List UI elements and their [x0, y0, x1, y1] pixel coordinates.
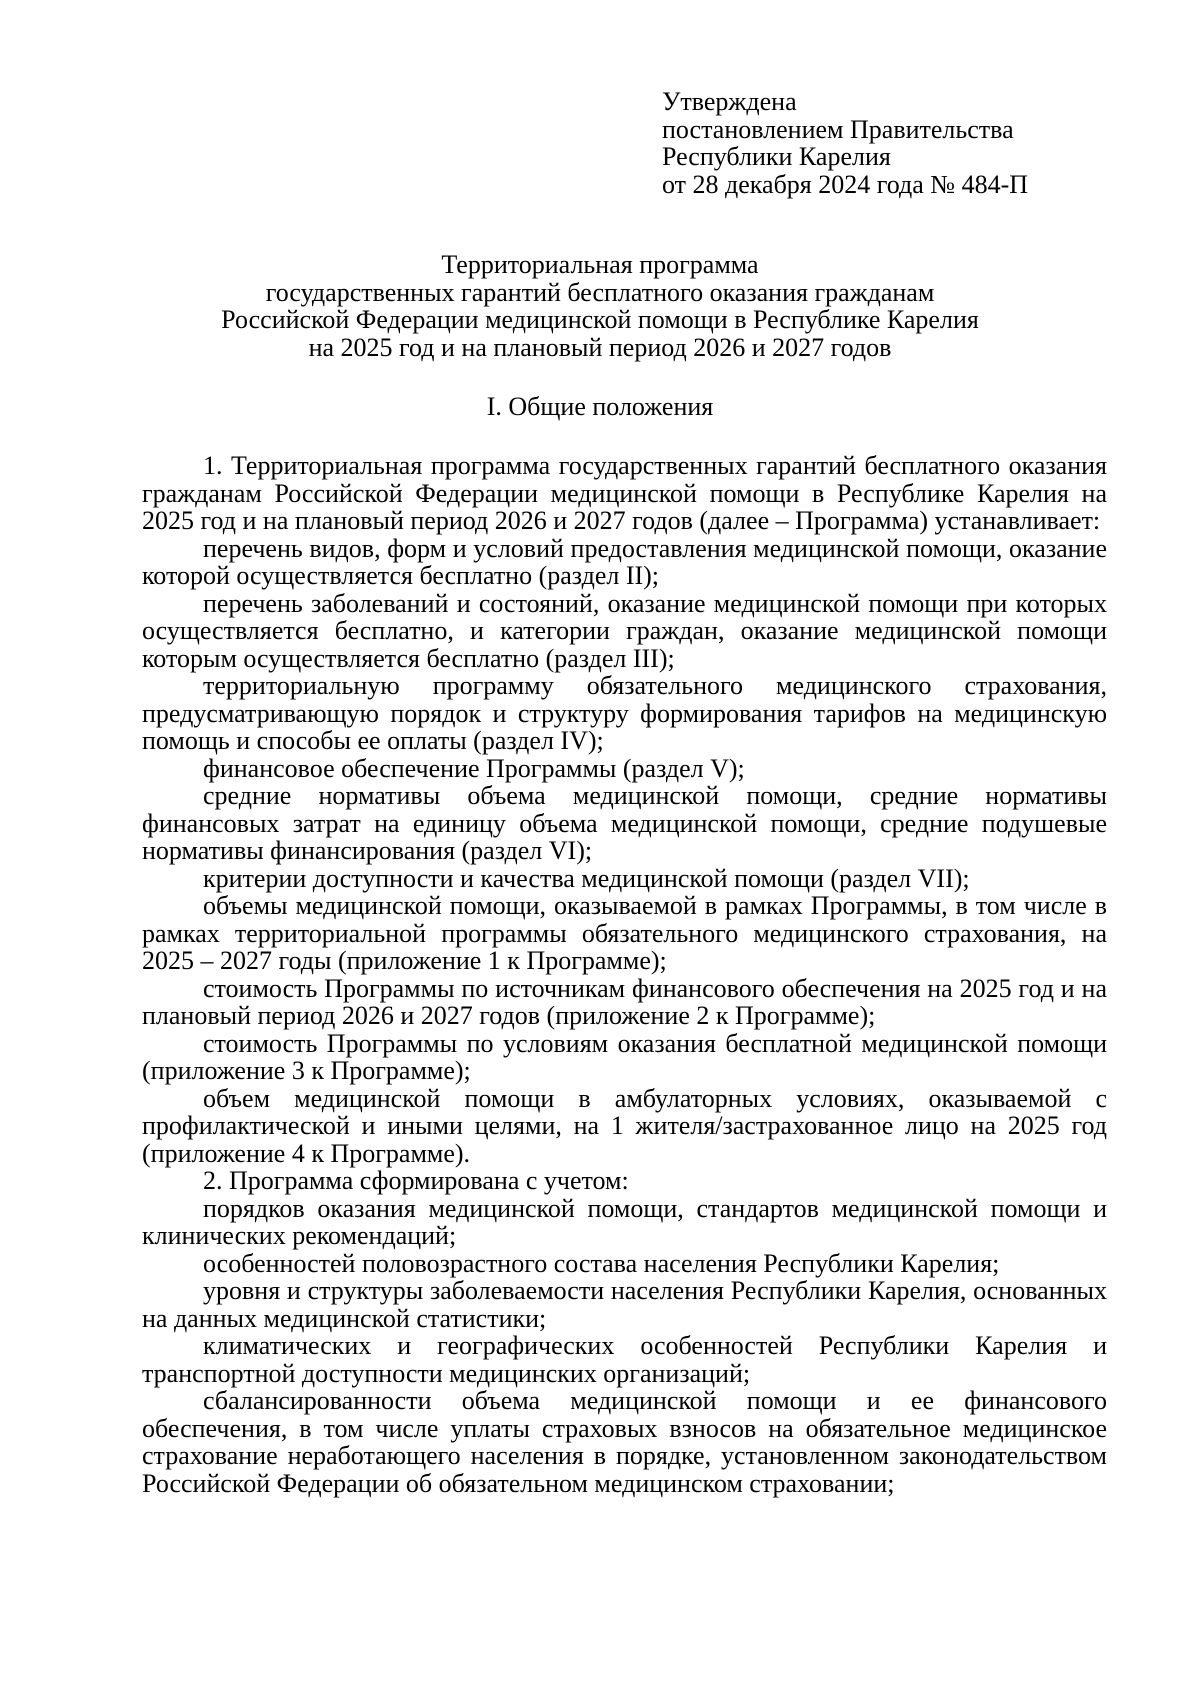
paragraph: климатических и географических особенностей Республики Карелия и транспортной доступности медицинских организаций; [142, 1331, 1107, 1388]
paragraph: уровня и структуры заболеваемости населения Республики Карелия, основанных на данных медицинской статистики; [142, 1276, 1107, 1333]
title-line: государственных гарантий бесплатного оказания гражданам [265, 277, 935, 307]
paragraph: территориальную программу обязательного медицинского страхования, предусматривающую порядок и структуру формирования тарифов на медицинскую помощь и способы ее оплаты (раздел IV); [142, 671, 1107, 755]
paragraph: стоимость Программы по источникам финансового обеспечения на 2025 год и на плановый период 2026 и 2027 годов (приложение 2 к Программе); [142, 973, 1107, 1030]
approval-line: Утверждена [662, 87, 797, 116]
approval-line: постановлением Правительства [662, 114, 1014, 144]
paragraph: особенностей половозрастного состава населения Республики Карелия; [203, 1248, 1000, 1278]
paragraph: средние нормативы объема медицинской помощи, средние нормативы финансовых затрат на единицу объема медицинской помощи, средние подушевые нормативы финансирования (раздел VI); [142, 781, 1107, 865]
title-line: Российской Федерации медицинской помощи в Республике Карелия [221, 305, 979, 334]
paragraph: 2. Программа сформирована с учетом: [203, 1166, 629, 1195]
paragraph: объем медицинской помощи в амбулаторных условиях, оказываемой с профилактической и иными целями, на 1 жителя/застрахованное лицо на 2025 год (приложение 4 к Программе). [142, 1083, 1107, 1168]
section-heading: I. Общие положения [486, 392, 714, 421]
document-body [142, 452, 1107, 1497]
title-line: Территориальная программа [441, 250, 759, 279]
paragraph: критерии доступности и качества медицинской помощи (раздел VII); [203, 863, 970, 893]
approval-block [662, 88, 1028, 198]
approval-line: от 28 декабря 2024 года № 484-П [662, 169, 1029, 199]
title-line: на 2025 год и на плановый период 2026 и 2027 годов [308, 332, 892, 362]
paragraph: порядков оказания медицинской помощи, стандартов медицинской помощи и клинических рекомендаций; [142, 1193, 1107, 1250]
approval-line: Республики Карелия [662, 142, 891, 171]
document-title [100, 251, 1100, 361]
paragraph: объемы медицинской помощи, оказываемой в рамках Программы, в том числе в рамках территориальной программы обязательного медицинского страхования, на 2025 – 2027 годы (приложение 1 к Программе); [142, 891, 1107, 975]
paragraph: стоимость Программы по условиям оказания бесплатной медицинской помощи (приложение 3 к Программе); [142, 1028, 1107, 1085]
paragraph: 1. Территориальная программа государственных гарантий бесплатного оказания гражданам Российской Федерации медицинской помощи в Республике Карелия на 2025 год и на плановый период 2026 и 2027 годов (далее – Программа) устанавливает: [142, 451, 1107, 535]
paragraph: перечень видов, форм и условий предоставления медицинской помощи, оказание которой осуществляется бесплатно (раздел II); [142, 533, 1107, 590]
paragraph: перечень заболеваний и состояний, оказание медицинской помощи при которых осуществляется бесплатно, и категории граждан, оказание медицинской помощи которым осуществляется бесплатно (раздел III); [142, 588, 1107, 673]
paragraph: финансовое обеспечение Программы (раздел V); [203, 753, 745, 783]
paragraph: сбалансированности объема медицинской помощи и ее финансового обеспечения, в том числе уплаты страховых взносов на обязательное медицинское страхование неработающего населения в порядке, установленном законодательством Российской Федерации об обязательном медицинском страховании; [142, 1386, 1107, 1498]
